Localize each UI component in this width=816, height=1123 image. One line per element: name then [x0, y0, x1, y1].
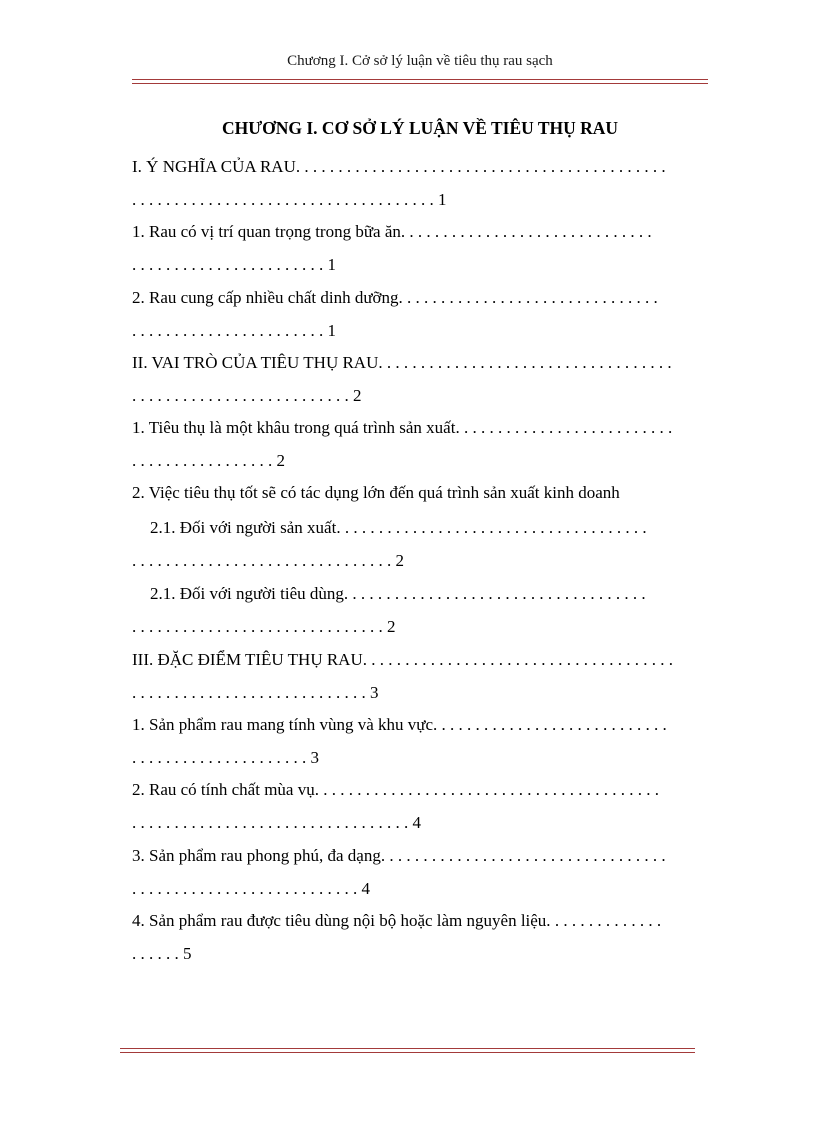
- toc-entry[interactable]: [132, 839, 710, 905]
- toc-entry-text: 2. Việc tiêu thụ tốt sẽ có tác dụng lớn đến quá trình sản xuất kinh doanh: [132, 483, 620, 502]
- header-rule-thin: [132, 83, 708, 84]
- toc-entry-text: 2.1. Đối với người tiêu dùng.: [150, 584, 349, 603]
- toc-page-number: 1: [327, 255, 336, 274]
- toc-page-number: 3: [370, 683, 379, 702]
- toc-entry[interactable]: [132, 511, 710, 577]
- toc-entry[interactable]: [132, 150, 710, 216]
- toc-leader: . . . . . .: [132, 944, 179, 963]
- toc-leader: . . . . . . . . . . . . . . . . . . . . . . . . . . . . . . . . . . . . . . . . . . .: [300, 157, 666, 176]
- toc-leader: . . . . . . . . . . . . . . . . . . . . . . . . . . . . .: [405, 222, 652, 241]
- toc-page-number: 2: [353, 386, 362, 405]
- toc-page-number: 1: [327, 321, 336, 340]
- toc-leader: . . . . . . . . . . . . . . . . . . . . . . .: [132, 321, 324, 340]
- toc-entry[interactable]: [132, 643, 710, 709]
- toc-leader: . . . . . . . . . . . . . . . . . . . . . . . . . . . .: [132, 683, 366, 702]
- toc-entry-text: III. ĐẶC ĐIỂM TIÊU THỤ RAU.: [132, 650, 367, 669]
- toc-entry[interactable]: [132, 215, 710, 281]
- toc-leader: . . . . . . . . . . . . . . . . . . . . . . . . . . . . . . .: [132, 551, 392, 570]
- toc-leader: . . . . . . . . . . . . . . . . . . . . . . .: [132, 255, 324, 274]
- toc-entry[interactable]: [132, 411, 710, 477]
- toc-page-number: 4: [412, 813, 421, 832]
- toc-entry-text: 1. Tiêu thụ là một khâu trong quá trình sản xuất.: [132, 418, 460, 437]
- toc-leader: . . . . . . . . . . . . . . . . . . . . . . . . .: [459, 418, 673, 437]
- toc-leader: . . . . . . . . . . . . . . . . . . . . . . . . . . . . . . . . . . . . . . . .: [318, 780, 659, 799]
- toc-entry-text: 1. Sản phẩm rau mang tính vùng và khu vực.: [132, 715, 438, 734]
- toc-leader: . . . . . . . . . . . . . . . . . . . . . . . . . . . . . .: [402, 288, 658, 307]
- toc-entry-text: I. Ý NGHĨA CỦA RAU.: [132, 157, 301, 176]
- toc-leader: . . . . . . . . . . . . . . . . . . . . . . . . . . . . . . . . .: [385, 846, 666, 865]
- toc-entry-text: 2. Rau cung cấp nhiều chất dinh dưỡng.: [132, 288, 403, 307]
- toc-entry-text: 4. Sản phẩm rau được tiêu dùng nội bộ hoặc làm nguyên liệu.: [132, 911, 551, 930]
- toc-page-number: 3: [310, 748, 319, 767]
- toc-leader: . . . . . . . . . . . . . . . . . . . . . . . . . . . . . . . . . . . .: [132, 190, 434, 209]
- toc-leader: . . . . . . . . . . . . .: [550, 911, 662, 930]
- toc-leader: . . . . . . . . . . . . . . . . . . . . . . . . . . .: [132, 879, 358, 898]
- toc-leader: . . . . . . . . . . . . . . . . . . . . . . . . . . . . . . . . .: [132, 813, 409, 832]
- toc-page-number: 2: [276, 451, 285, 470]
- toc-leader: . . . . . . . . . . . . . . . . .: [132, 451, 273, 470]
- toc-page-number: 2: [387, 617, 396, 636]
- toc-entry[interactable]: [132, 346, 710, 412]
- toc-entry-text: II. VAI TRÒ CỦA TIÊU THỤ RAU.: [132, 353, 383, 372]
- toc-page-number: 1: [438, 190, 447, 209]
- toc-leader: . . . . . . . . . . . . . . . . . . . . . . . . . . . . . . . . . . . .: [367, 650, 673, 669]
- toc-entry[interactable]: [132, 281, 710, 347]
- toc-entry[interactable]: [132, 773, 710, 839]
- toc-page-number: 4: [361, 879, 370, 898]
- toc-entry-text: 1. Rau có vị trí quan trọng trong bữa ăn.: [132, 222, 406, 241]
- running-header: Chương I. Cở sở lý luận về tiêu thụ rau sạch: [287, 53, 553, 69]
- toc-entry-text: 2. Rau có tính chất mùa vụ.: [132, 780, 319, 799]
- header-rule: [132, 79, 708, 80]
- toc-entry-text: 3. Sản phẩm rau phong phú, đa dạng.: [132, 846, 386, 865]
- document-title: CHƯƠNG I. CƠ SỞ LÝ LUẬN VỀ TIÊU THỤ RAU: [221, 118, 619, 138]
- toc-leader: . . . . . . . . . . . . . . . . . . . . . . . . . . . . . . . . . .: [382, 353, 672, 372]
- toc-entry[interactable]: [132, 708, 710, 774]
- toc-leader: . . . . . . . . . . . . . . . . . . . . . . . . . . . . . . . . . . .: [348, 584, 646, 603]
- toc-entry-heading[interactable]: [132, 476, 710, 509]
- toc-leader: . . . . . . . . . . . . . . . . . . . . . . . . . .: [132, 386, 349, 405]
- toc-entry[interactable]: [132, 577, 710, 643]
- footer-rule-thin: [120, 1052, 695, 1053]
- toc-leader: . . . . . . . . . . . . . . . . . . . . . . . . . . . . . .: [132, 617, 383, 636]
- toc-leader: . . . . . . . . . . . . . . . . . . . . . . . . . . . . . . . . . . . .: [340, 518, 647, 537]
- toc-leader: . . . . . . . . . . . . . . . . . . . . .: [132, 748, 307, 767]
- toc-page-number: 5: [183, 944, 192, 963]
- toc-entry[interactable]: [132, 904, 710, 970]
- toc-entry-text: 2.1. Đối với người sản xuất.: [150, 518, 341, 537]
- toc-page-number: 2: [395, 551, 404, 570]
- toc-leader: . . . . . . . . . . . . . . . . . . . . . . . . . . .: [437, 715, 667, 734]
- footer-rule: [120, 1048, 695, 1049]
